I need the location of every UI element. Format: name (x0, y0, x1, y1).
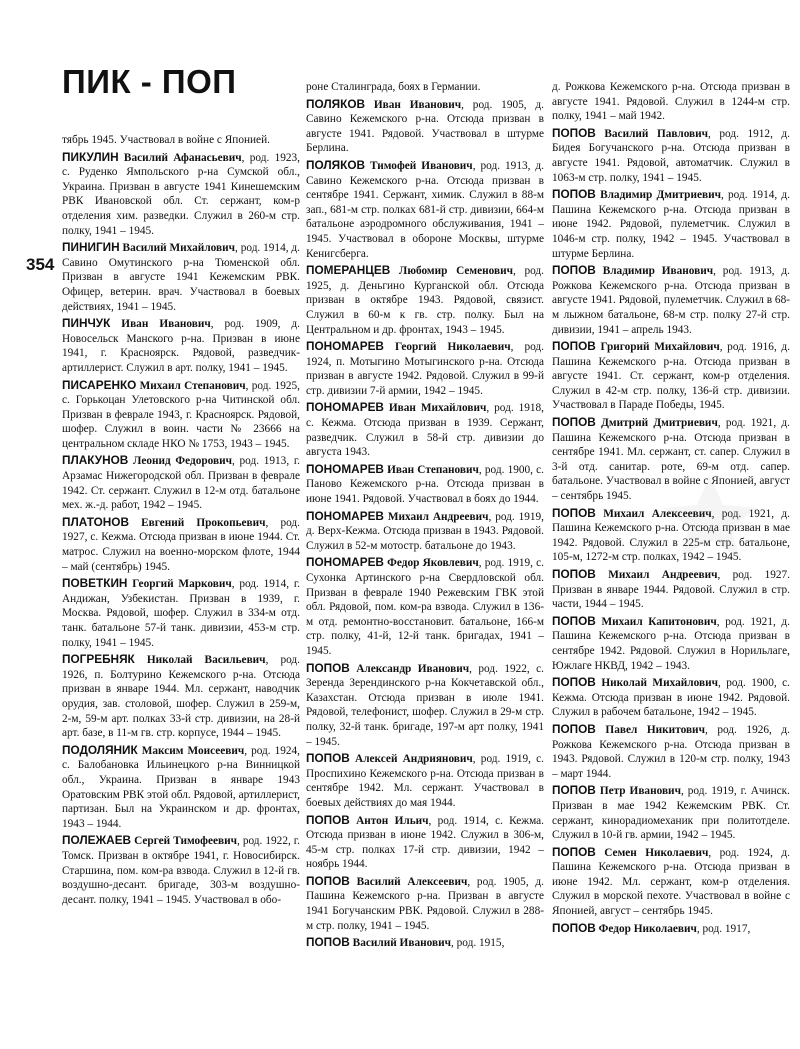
entry-name (552, 505, 712, 520)
entry-surname: ПЛАКУНОВ (62, 453, 129, 468)
biography-entry (62, 453, 300, 512)
entry-name (306, 812, 429, 827)
entry-given-name: Семен Николаевич (604, 846, 709, 859)
entry-name (552, 920, 697, 935)
entry-surname: ПОНОМАРЕВ (306, 461, 384, 476)
entry-given-name: Михаил Алексеевич (603, 507, 712, 520)
entry-name (62, 514, 266, 529)
entry-surname: ПОЛЕЖАЕВ (62, 833, 132, 848)
entry-surname: ПОПОВ (552, 721, 596, 736)
entry-surname: ПОЛЯКОВ (306, 96, 366, 111)
entry-text: , род. 1921, д. Пашина Кежемского р-на. Отсюда призван в мае 1942. Рядовой. Служил в 225-м стр. батальоне, 105-м, 1272-м стр. полках, 1942 – 1945. (552, 507, 790, 564)
entry-text: , род. 1914, д. Пашина Кежемского р-на. Отсюда призван в июне 1942. Рядовой, пулеметчик. Служил в 1046-м стр. полку, 1942 – 1945. Участвовал в штурме Берлина. (552, 189, 790, 260)
biography-entry (306, 97, 544, 156)
entry-name (552, 785, 681, 797)
biography-entry (552, 675, 790, 720)
entry-text: , род. 1923, с. Руденко Ямпольского р-на Сумской обл., Украина. Призван в августе 1941 Кинешемским РВК Ивановской обл. Ст. сержант, ком-р отделения хим. разведки. Служил в 260-м стр. полку, 1941 – 1945. (62, 151, 300, 237)
entry-given-name: Дмитрий Дмитриевич (601, 417, 718, 430)
column-2 (306, 80, 544, 1048)
entry-given-name: Евгений Прокопьевич (141, 516, 266, 529)
biography-entry (306, 813, 544, 872)
biography-entry (552, 722, 790, 781)
entry-text: , род. 1922, г. Томск. Призван в октябре 1941, г. Новосибирск. Старшина, пом. ком-ра взвода. Служил в 12-й гв. воздушно-десант. бригаде, 303-м воздушно-десант. полку, 1941 – 1945. Участвовал в обо- (62, 835, 300, 906)
entry-given-name: Максим Моисеевич (141, 744, 245, 757)
entry-name (306, 461, 479, 476)
biography-entry (552, 845, 790, 919)
biography-entry (552, 339, 790, 413)
entry-name (552, 677, 718, 689)
entry-text: , род. 1921, д. Пашина Кежемского р-на. Отсюда призван в сентябре 1941. Мл. сержант, ст. сапер. Служил в 3-й отд. санитар. роте, 69-м отд. сапер. батальоне. Участвовал в войне с Японией, август – сентябрь 1945. (552, 417, 790, 503)
entry-name (306, 96, 462, 111)
entry-given-name: Федор Николаевич (598, 922, 697, 935)
biography-entry (62, 515, 300, 574)
biography-entry (62, 150, 300, 239)
column-1 (62, 133, 300, 1048)
entry-given-name: Александр Иванович (356, 662, 470, 675)
entry-name (306, 660, 470, 675)
entry-text: , род. 1914, с. Кежма. Отсюда призван в июне 1942. Служил в 306-м, 45-м стр. полках 17-й стр. дивизии, 1942 – ноябрь 1944. (306, 814, 544, 871)
entry-given-name: Василий Иванович (352, 937, 451, 950)
entry-surname: ПЛАТОНОВ (62, 514, 129, 529)
entry-name (62, 377, 246, 392)
biography-entry (62, 743, 300, 832)
entry-surname: ПОПОВ (552, 675, 596, 690)
entry-given-name: Антон Ильич (356, 814, 429, 827)
entry-text: , род. 1905, д. Савино Кежемского р-на. Отсюда призван в августе 1941. Рядовой. Участвовал в штурме Берлина. (306, 98, 544, 155)
entry-text: , род. 1921, д. Пашина Кежемского р-на. Отсюда призван в сентябре 1942. Рядовой. Служил в Норильлаге, Южлаге НКВД, 1942 – 1943. (552, 615, 790, 672)
entry-name (552, 569, 717, 581)
biography-entry (552, 783, 790, 842)
entry-name (62, 455, 232, 467)
entry-given-name: Иван Иванович (121, 318, 211, 331)
biography-entry (62, 378, 300, 452)
entry-given-name: Владимир Дмитриевич (600, 189, 721, 202)
biography-entry (62, 316, 300, 375)
entry-text: , род. 1927. Призван в январе 1944. Рядовой. Служил в стр. части, 1944 – 1945. (552, 569, 790, 611)
entry-name (62, 654, 266, 666)
entry-surname: ПИНЧУК (62, 316, 111, 331)
entry-given-name: Василий Алексеевич (356, 875, 468, 888)
entry-given-name: Петр Иванович (599, 785, 681, 798)
biography-entry (306, 874, 544, 933)
entry-text: , род. 1919, г. Ачинск. Призван в мае 1942 Кежемским РВК. Ст. сержант, кинорадиомеханик при политотделе. Служил в 10-й гв. армии, 1942 – 1945. (552, 785, 790, 842)
biography-entry (552, 126, 790, 185)
entry-surname: ПОМЕРАНЦЕВ (306, 263, 391, 278)
entry-name (306, 341, 511, 353)
entry-given-name: Михаил Андреевич (387, 510, 489, 523)
biography-entry (552, 263, 790, 337)
entry-name (552, 613, 717, 628)
page-number: 354 (26, 255, 55, 274)
entry-text: , род. 1915, (450, 937, 505, 950)
entry-name (306, 557, 479, 569)
entry-text: , род. 1924, п. Мотыгино Мотыгинского р-на. Отсюда призван в августе 1942. Рядовой. Служил в 99-й стр. дивизии 7-й армии, 1942 – 1945. (306, 341, 544, 397)
biography-entry (306, 555, 544, 658)
entry-text: , род. 1913, д. Савино Кежемского р-на. Отсюда призван в сентябре 1941. Сержант, химик. Служил в 88-м зап., 681-м стр. полках 681-й стр. дивизии, 664-м батальоне аэродромного обслуживания, 1941 – 1945. Участвовал в обороне Москвы, штурме Кенигсберга. (306, 159, 544, 260)
entry-given-name: Михаил Капитонович (601, 615, 717, 628)
entry-given-name: Владимир Иванович (602, 265, 714, 278)
entry-name (62, 318, 211, 330)
entry-name (552, 265, 713, 277)
entry-text: , род. 1905, д. Пашина Кежемского р-на. Призван в августе 1941 Богучанским РВК. Рядовой. Служил в 288-м стр. полку, 1941 – 1945. (306, 875, 544, 932)
entry-given-name: Василий Павлович (604, 127, 709, 140)
entry-text: , род. 1922, с. Зеренда Зерендинского р-на Кокчетавской обл., Казахстан. Отсюда призван в июле 1941. Рядовой, телефонист, шофер. Служил в 29-м стр. полку, 32-й танк. бригаде, 197-м арт полку, 1941 – 1945. (306, 662, 544, 748)
entry-given-name: Иван Иванович (373, 98, 462, 111)
biography-entry (552, 567, 790, 612)
entry-surname: ПОПОВ (552, 263, 596, 278)
entry-surname: ПОПОВ (552, 783, 596, 798)
entry-text: , род. 1914, д. Савино Омутинского р-на Тюменской обл. Призван в августе 1941 Кежемским РВК. Офицер, ветерин. врач. Участвовал в боевых действиях, 1941 – 1945. (62, 242, 300, 313)
entry-surname: ПОПОВ (306, 751, 350, 766)
entry-name (552, 721, 705, 736)
entry-text: , род. 1919, с. Сухонка Артинского р-на Свердловской обл. Призван в феврале 1940 Режевским ГВК этой обл. Рядовой, пом. ком-ра взвода. Служил в 136-м отд. ремонтно-восстановит. батальоне, 166-м стр. полку, 41-й, 12-й танк. бригадах, 1941 – 1945. (306, 557, 544, 657)
entry-surname: ПОГРЕБНЯК (62, 652, 135, 667)
biography-entry (62, 833, 300, 907)
entry-text: , род. 1919, д. Верх-Кежма. Отсюда призван в 1943. Рядовой. Служил в 52-м мотостр. батальоне до 1943. (306, 510, 544, 552)
biography-entry (306, 509, 544, 554)
entry-given-name: Георгий Николаевич (395, 341, 511, 354)
entry-text: , род. 1916, д. Пашина Кежемского р-на. Отсюда призван в августе 1941. Ст. сержант, ком-р отделения. Служил в 42-м стр. полку, 136-й стр. дивизии. Участвовал в Параде Победы, 1945. (552, 341, 790, 412)
biography-entry (306, 751, 544, 810)
entry-name (552, 125, 709, 140)
entry-name (306, 873, 468, 888)
entry-name (62, 578, 232, 590)
entry-given-name: Павел Никитович (605, 723, 705, 736)
entry-surname: ПОПОВ (306, 812, 350, 827)
entry-given-name: Любомир Семенович (398, 265, 513, 278)
entry-text: , род. 1927, с. Кежма. Отсюда призван в июне 1944. Ст. матрос. Служил на военно-морском флоте, 1944 – май (сентябрь) 1945. (62, 516, 300, 573)
entry-surname: ПОПОВ (552, 339, 596, 354)
entry-name (306, 157, 473, 172)
entry-given-name: Василий Афанасьевич (123, 151, 242, 164)
entry-surname: ПОПОВ (552, 920, 596, 935)
entry-surname: ПОНОМАРЕВ (306, 400, 384, 415)
entry-text: , род. 1926, д. Рожкова Кежемского р-на. Отсюда призван в 1943. Рядовой. Служил в 120-м стр. полку, 1943 – март 1944. (552, 723, 790, 780)
entry-surname: ПОПОВ (552, 125, 596, 140)
entry-surname: ПОПОВ (306, 660, 350, 675)
entry-text: , род. 1914, г. Андижан, Узбекистан. Призван в 1939, г. Москва. Рядовой, шофер. Служил в 334-м отд. танк. батальоне 57-й танк. дивизии, 453-м стр. полку, 1941 – 1945. (62, 578, 300, 649)
entry-name (306, 402, 486, 414)
entry-surname: ПОПОВ (552, 187, 596, 202)
entry-text: , род. 1925, с. Горькоцан Улетовского р-на Читинской обл. Призван в феврале 1943, г. Красноярск. Рядовой, шофер. Служил в воин. части № 23666 на центральном складе НКО № 1753, 1943 – 1945. (62, 379, 300, 450)
entry-surname: ПИКУЛИН (62, 149, 119, 164)
entry-name (552, 189, 721, 201)
entry-surname: ПОПОВ (306, 873, 350, 888)
entry-surname: ПОПОВ (552, 567, 596, 581)
entry-text: , род. 1926, п. Болтурино Кежемского р-на. Отсюда призван в январе 1944. Мл. сержант, наводчик орудия, зав. столовой, шофер. Служил в 259-м, 2-м, 59-м арт. полках 33-й стр. дивизии, на 28-й арт. базе, в 11-м гв. стр. корпусе, 1944 – 1945. (62, 654, 300, 740)
entry-text: , род. 1918, с. Кежма. Отсюда призван в 1939. Сержант, разведчик. Служил в 58-й стр. дивизии до августа 1943. (306, 402, 544, 459)
entry-text: , род. 1924, д. Пашина Кежемского р-на. Отсюда призван в июне 1942. Мл. сержант, ком-р отделения. Служил в морской пехоте. Участвовал в войне с Японией, август – сентябрь 1945. (552, 846, 790, 918)
entry-name (306, 265, 513, 277)
entry-surname: ПОНОМАРЕВ (306, 339, 384, 354)
entry-surname: ПОНОМАРЕВ (306, 508, 384, 523)
entry-text: , род. 1924, с. Балобановка Ильинецкого р-на Винницкой обл., Украина. Призван в январе 1943 Оратовским РВК этой обл. Рядовой, артиллерист, партизан. Был на Украинском и др. фронтах, 1943 – 1944. (62, 744, 300, 830)
entry-surname: ПОПОВ (552, 415, 596, 430)
entry-given-name: Григорий Михайлович (600, 341, 720, 354)
entry-surname: ПОВЕТКИН (62, 576, 128, 591)
entry-continuation: роне Сталинграда, боях в Германии. (306, 81, 481, 93)
entry-given-name: Леонид Федорович (133, 455, 232, 468)
entry-text: , род. 1917, (696, 922, 751, 935)
biography-entry (552, 921, 790, 937)
entry-given-name: Федор Яковлевич (387, 557, 479, 570)
biography-entry (62, 576, 300, 650)
biography-entry (62, 240, 300, 314)
entry-text: , род. 1925, д. Деньгино Курганской обл. Отсюда призван в октябре 1943. Рядовой, связист. Служил в 60-м к гв. стр. полку. Был на Центральном и др. фронтах, 1943 – 1945. (306, 265, 544, 336)
entry-given-name: Иван Степанович (387, 463, 479, 476)
entry-text: , род. 1912, д. Бидея Богучанского р-на. Отсюда призван в августе 1941. Рядовой, автоматчик. Служил в 1063-м стр. полку, 1941 – 1945. (552, 127, 790, 184)
entry-given-name: Николай Михайлович (601, 677, 718, 690)
column-3 (552, 80, 790, 1048)
entry-name (552, 417, 718, 429)
biography-entry (306, 935, 544, 951)
entry-text: , род. 1919, с. Проспихино Кежемского р-на. Отсюда призван в сентябре 1942. Мл. сержант. Участвовал в боевых действиях до мая 1944. (306, 753, 544, 809)
biography-entry (552, 614, 790, 673)
entry-surname: ПИСАРЕНКО (62, 377, 137, 392)
entry-given-name: Алексей Андриянович (355, 753, 473, 766)
entry-name (62, 242, 235, 254)
page-header-title: ПИК - ПОП (62, 63, 237, 100)
biography-entry (552, 415, 790, 504)
biography-entry (552, 506, 790, 565)
entry-name (62, 742, 245, 757)
biography-entry (306, 462, 544, 507)
entry-surname: ПОПОВ (552, 613, 596, 628)
entry-surname: ПОПОВ (306, 935, 350, 950)
entry-name (552, 844, 709, 859)
entry-surname: ПОНОМАРЕВ (306, 555, 384, 570)
entry-text: , род. 1913, г. Арзамас Нижегородской обл. Призван в феврале 1942. Ст. сержант. Служил в 12-м отд. батальоне мех. ж.-д. работ, 1942 – 1945. (62, 455, 300, 512)
entry-given-name: Михаил Степанович (139, 379, 246, 392)
biography-entry (306, 400, 544, 459)
entry-given-name: Тимофей Иванович (370, 159, 473, 172)
entry-name (552, 341, 720, 353)
entry-name (306, 753, 473, 765)
biography-entry (306, 339, 544, 398)
entry-name (62, 149, 242, 164)
entry-name (306, 937, 451, 949)
biography-entry (306, 661, 544, 750)
entry-given-name: Михаил Андреевич (608, 569, 718, 581)
entry-surname: ПОПОВ (552, 505, 596, 520)
entry-text: , род. 1909, д. Новосельск Манского р-на. Призван в июне 1941, г. Красноярск. Рядовой, разведчик-артиллерист. Служил в арт. полку, 1941 – 1945. (62, 318, 300, 374)
entry-name (62, 835, 237, 847)
biography-entry (552, 187, 790, 261)
entry-surname: ПОЛЯКОВ (306, 157, 366, 172)
entry-given-name: Иван Михайлович (388, 402, 487, 415)
entry-surname: ПОДОЛЯНИК (62, 742, 138, 757)
entry-name (306, 508, 489, 523)
entry-text: , род. 1900, с. Паново Кежемского р-на. Отсюда призван в июне 1941. Рядовой. Участвовал в боях до 1944. (306, 463, 544, 506)
entry-surname: ПИНИГИН (62, 240, 120, 255)
entry-continuation: тябрь 1945. Участвовал в войне с Японией. (62, 134, 270, 146)
biography-entry (306, 263, 544, 337)
entry-given-name: Сергей Тимофеевич (134, 835, 237, 848)
biography-entry (62, 652, 300, 741)
biography-entry (306, 158, 544, 261)
entry-given-name: Георгий Маркович (132, 578, 232, 591)
entry-surname: ПОПОВ (552, 844, 596, 859)
entry-text: , род. 1913, д. Рожкова Кежемского р-на. Отсюда призван в августе 1941. Рядовой, пулеметчик. Служил в 68-м лыжном батальоне, 68-м стр. полку 27-й стр. дивизии, 1941 – апрель 1943. (552, 265, 790, 336)
entry-continuation: д. Рожкова Кежемского р-на. Отсюда призван в августе 1941. Рядовой. Служил в 1244-м стр. полку, 1941 – май 1942. (552, 81, 790, 123)
entry-given-name: Василий Михайлович (122, 242, 236, 255)
entry-text: , род. 1900, с. Кежма. Отсюда призван в июне 1942. Рядовой. Служил в рабочем батальоне, 1942 – 1945. (552, 677, 790, 719)
entry-given-name: Николай Васильевич (146, 654, 266, 667)
